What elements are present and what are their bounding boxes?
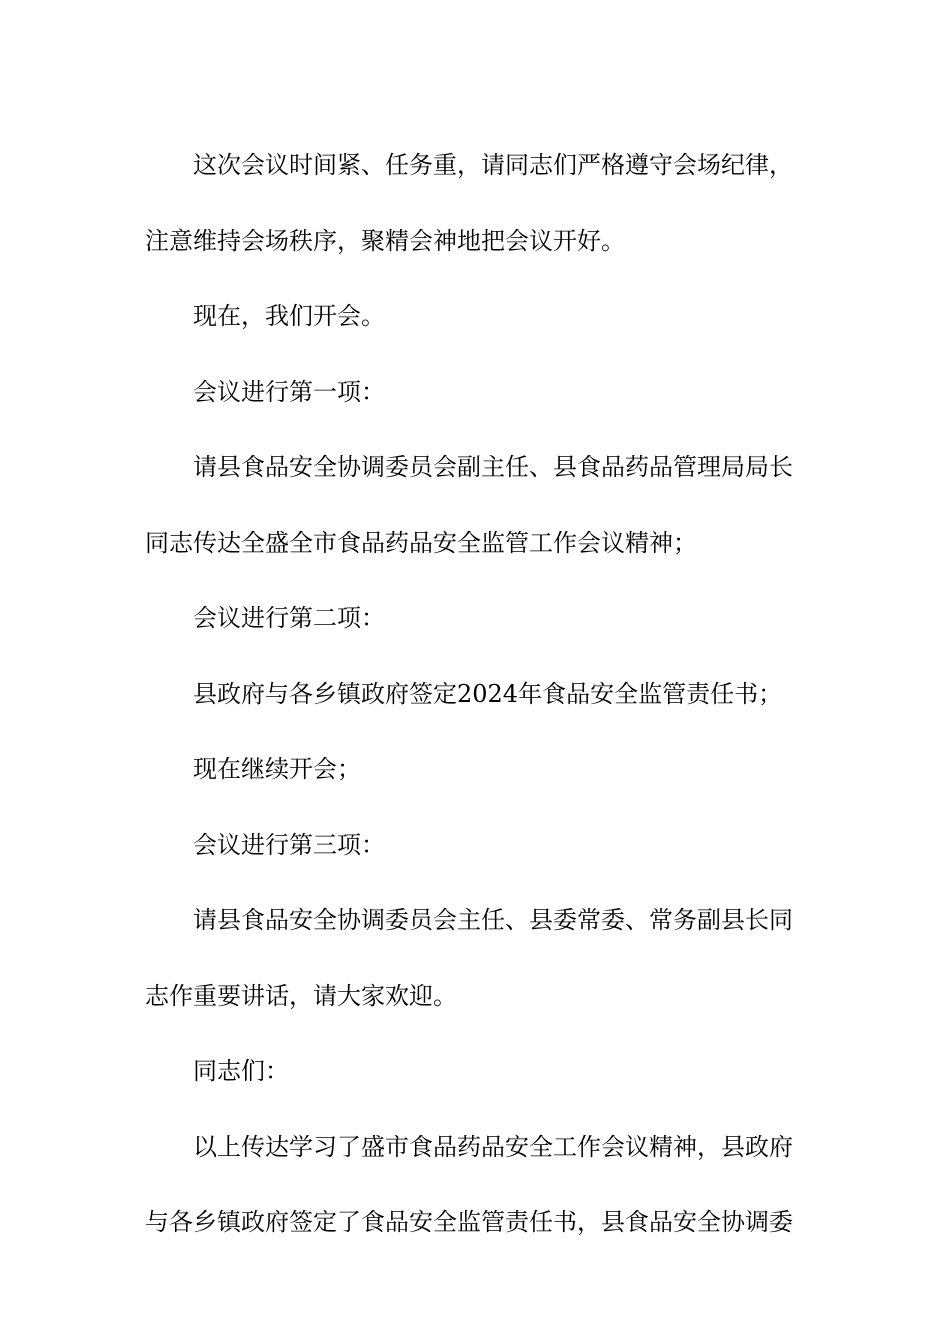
paragraph-meeting-discipline: 这次会议时间紧、任务重，请同志们严格遵守会场纪律，注意维持会场秩序，聚精会神地把会议开好。 xyxy=(145,151,793,255)
paragraph-item-one-heading: 会议进行第一项： xyxy=(193,377,385,406)
paragraph-continue-meeting: 现在继续开会； xyxy=(193,755,361,783)
paragraph-item-two-heading: 会议进行第二项： xyxy=(193,604,385,632)
paragraph-item-three-content: 请县食品安全协调委员会主任、县委常委、常务副县长同志作重要讲话，请大家欢迎。 xyxy=(145,906,793,1010)
paragraph-item-one-content: 请县食品安全协调委员会副主任、县食品药品管理局局长同志传达全盛全市食品药品安全监管工作会议精神； xyxy=(145,453,793,557)
paragraph-item-two-content: 县政府与各乡镇政府签定2024年食品安全监管责任书； xyxy=(193,679,783,708)
paragraph-start-meeting: 现在，我们开会。 xyxy=(193,302,385,330)
document-body xyxy=(145,128,807,1261)
paragraph-summary: 以上传达学习了盛市食品药品安全工作会议精神，县政府与各乡镇政府签定了食品安全监管责任书，县食品安全协调委 xyxy=(145,1132,793,1236)
paragraph-salutation: 同志们： xyxy=(193,1057,289,1085)
paragraph-item-three-heading: 会议进行第三项： xyxy=(193,830,385,859)
